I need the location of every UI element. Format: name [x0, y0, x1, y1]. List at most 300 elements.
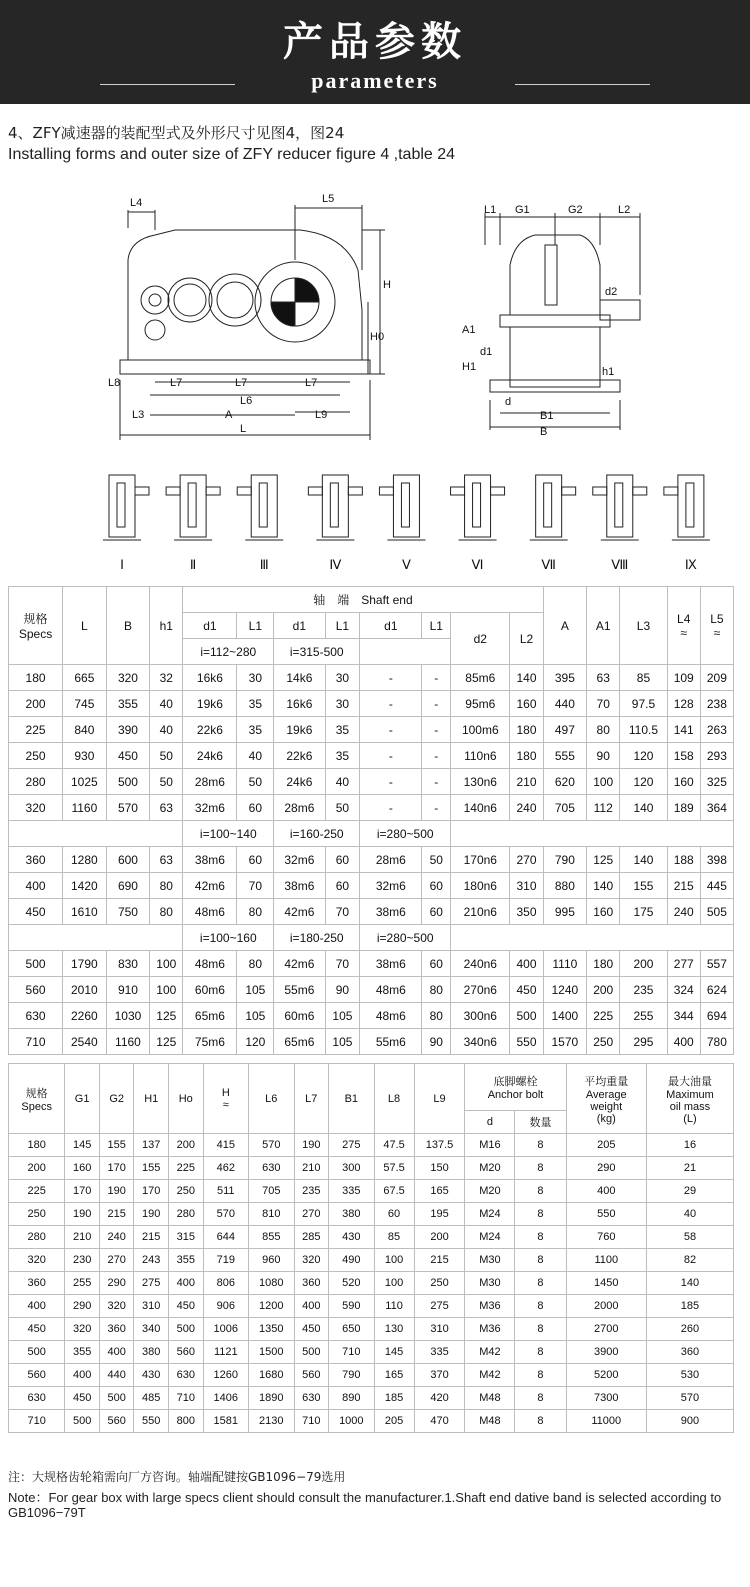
table-cell: 120 [237, 1029, 274, 1055]
table-cell: 60m6 [183, 977, 237, 1003]
table-cell: 906 [203, 1295, 248, 1318]
table-cell: 930 [63, 743, 107, 769]
table-cell: 24k6 [183, 743, 237, 769]
table-cell: 790 [329, 1364, 374, 1387]
table-cell: - [422, 769, 451, 795]
table-cell: 48m6 [183, 899, 237, 925]
front-view-drawing [100, 190, 400, 450]
table-cell: 630 [9, 1387, 65, 1410]
table-cell: 30 [325, 665, 360, 691]
table-cell: 910 [106, 977, 150, 1003]
table-cell: 630 [249, 1157, 294, 1180]
table-cell: 355 [169, 1249, 204, 1272]
table-cell: 400 [99, 1341, 134, 1364]
dim-label: L1 [484, 205, 497, 216]
table-cell: 1100 [566, 1249, 646, 1272]
table-cell: 14k6 [274, 665, 325, 691]
table-row [9, 769, 734, 795]
table-cell: 195 [414, 1203, 465, 1226]
header-cell: d2 [451, 613, 510, 665]
intro-zh: 4、ZFY减速器的装配型式及外形尺寸见图4，图24 [8, 124, 345, 142]
table-cell: 8 [515, 1410, 566, 1433]
table-cell: 100 [374, 1249, 414, 1272]
table-cell: M20 [465, 1180, 515, 1203]
header-cell: 规格 Specs [9, 587, 63, 665]
table-cell: 120 [620, 743, 667, 769]
table-cell: 55m6 [360, 1029, 422, 1055]
table-cell: 250 [414, 1272, 465, 1295]
table-cell: 630 [169, 1364, 204, 1387]
table-cell: 1110 [543, 951, 587, 977]
table-cell: 293 [700, 743, 733, 769]
table-cell: 590 [329, 1295, 374, 1318]
table-cell: 277 [667, 951, 700, 977]
table-cell: 295 [620, 1029, 667, 1055]
table-row [9, 1272, 734, 1295]
table-cell: 1790 [63, 951, 107, 977]
table-cell: 644 [203, 1226, 248, 1249]
table-cell: 100m6 [451, 717, 510, 743]
table-cell: 500 [99, 1387, 134, 1410]
table-cell: 250 [587, 1029, 620, 1055]
table-cell: 85 [620, 665, 667, 691]
table-cell: 550 [566, 1203, 646, 1226]
table-cell: 360 [9, 847, 63, 873]
table-cell: 209 [700, 665, 733, 691]
table-cell: 745 [63, 691, 107, 717]
table-cell: 360 [646, 1341, 733, 1364]
header-cell: L2 [510, 613, 543, 665]
table-cell: 189 [667, 795, 700, 821]
ratio-cell: i=280~500 [360, 821, 451, 847]
note-en: Note：For gear box with large specs client should consult the manufacturer.1.Shaft end dative band is selected according to [8, 1490, 722, 1505]
header-cell: d1 [360, 613, 422, 639]
table-cell: 185 [646, 1295, 733, 1318]
table-cell: 200 [9, 691, 63, 717]
table-cell: 215 [99, 1203, 134, 1226]
ratio-cell: i=315-500 [274, 639, 360, 665]
table-cell: 210 [65, 1226, 100, 1249]
table-cell: 48m6 [360, 1003, 422, 1029]
table-cell: 310 [134, 1295, 169, 1318]
table-cell: 238 [700, 691, 733, 717]
table-cell: 40 [325, 769, 360, 795]
table-cell: M48 [465, 1410, 515, 1433]
table-cell: 215 [134, 1226, 169, 1249]
header-cell: H1 [134, 1064, 169, 1134]
table-cell: 160 [510, 691, 543, 717]
dim-label: L3 [132, 409, 145, 421]
table-cell: 280 [9, 1226, 65, 1249]
table-cell: 38m6 [360, 951, 422, 977]
table-row [9, 1029, 734, 1055]
table-cell: 240 [667, 899, 700, 925]
table-cell: 320 [99, 1295, 134, 1318]
table-cell: 420 [414, 1387, 465, 1410]
table-cell: 110n6 [451, 743, 510, 769]
table-cell: 190 [294, 1134, 329, 1157]
table-cell: 2260 [63, 1003, 107, 1029]
table-cell: 100 [150, 977, 183, 1003]
table-cell: 497 [543, 717, 587, 743]
table-cell: 360 [9, 1272, 65, 1295]
table-cell: 1030 [106, 1003, 150, 1029]
table-cell: 210n6 [451, 899, 510, 925]
header-cell: 平均重量 Average weight (kg) [566, 1064, 646, 1134]
table-cell: 28m6 [274, 795, 325, 821]
table-cell: 42m6 [183, 873, 237, 899]
table-cell: 750 [106, 899, 150, 925]
table-cell: 400 [566, 1180, 646, 1203]
table-cell: 125 [150, 1029, 183, 1055]
header-cell: L9 [414, 1064, 465, 1134]
table-row [9, 873, 734, 899]
table-cell: 1160 [63, 795, 107, 821]
mount-form-label: Ⅵ [471, 557, 484, 572]
table-cell: 190 [99, 1180, 134, 1203]
table-cell: 140n6 [451, 795, 510, 821]
table-cell: 1581 [203, 1410, 248, 1433]
header-cell: 底脚螺栓 Anchor bolt [465, 1064, 566, 1111]
table-cell: 300n6 [451, 1003, 510, 1029]
table-cell: 1400 [543, 1003, 587, 1029]
table-cell: 240 [510, 795, 543, 821]
table-cell: 400 [9, 1295, 65, 1318]
table-cell: 100 [587, 769, 620, 795]
table-cell: 137.5 [414, 1134, 465, 1157]
table-cell: 60 [325, 873, 360, 899]
table-cell: 800 [169, 1410, 204, 1433]
table-cell: 415 [203, 1134, 248, 1157]
mount-form-label: Ⅶ [541, 557, 556, 572]
table-cell: 995 [543, 899, 587, 925]
table-cell: 2540 [63, 1029, 107, 1055]
table-cell: 210 [294, 1157, 329, 1180]
table-cell: 80 [237, 899, 274, 925]
table-cell: 1240 [543, 977, 587, 1003]
table-cell: 300 [329, 1157, 374, 1180]
table-cell: 90 [587, 743, 620, 769]
table-cell: 70 [325, 951, 360, 977]
table-cell: - [360, 743, 422, 769]
table-cell: 395 [543, 665, 587, 691]
table-cell: 3900 [566, 1341, 646, 1364]
note-en-cont: GB1096−79T [8, 1505, 86, 1520]
dim-label: L7 [305, 377, 318, 389]
table-cell: 21 [646, 1157, 733, 1180]
table-cell: 430 [329, 1226, 374, 1249]
table-cell: 200 [587, 977, 620, 1003]
table-cell: 8 [515, 1134, 566, 1157]
table-cell: 400 [65, 1364, 100, 1387]
mount-form-icon [530, 475, 576, 540]
table-cell: 205 [566, 1134, 646, 1157]
table-cell: 705 [249, 1180, 294, 1203]
table-cell: 240 [99, 1226, 134, 1249]
table-cell: 705 [543, 795, 587, 821]
table-cell: 790 [543, 847, 587, 873]
table-cell: 145 [374, 1341, 414, 1364]
table-cell: 1260 [203, 1364, 248, 1387]
table-cell: 364 [700, 795, 733, 821]
header-cell: h1 [150, 587, 183, 665]
table-cell: 760 [566, 1226, 646, 1249]
table-cell: 855 [249, 1226, 294, 1249]
table-cell: 35 [237, 691, 274, 717]
table-cell: 270n6 [451, 977, 510, 1003]
ratio-cell [360, 639, 451, 665]
table-row [9, 1341, 734, 1364]
mount-form-label: Ⅲ [259, 557, 269, 572]
table-cell: 47.5 [374, 1134, 414, 1157]
table-cell: 58 [646, 1226, 733, 1249]
table-cell: 960 [249, 1249, 294, 1272]
table-cell: 320 [294, 1249, 329, 1272]
table-cell: 1080 [249, 1272, 294, 1295]
table-cell: 235 [620, 977, 667, 1003]
table-cell: 270 [99, 1249, 134, 1272]
table-cell: 85m6 [451, 665, 510, 691]
table-cell: 140 [620, 847, 667, 873]
table-row [9, 1364, 734, 1387]
table-cell: 63 [150, 795, 183, 821]
table-cell: 160 [667, 769, 700, 795]
table-cell: 340n6 [451, 1029, 510, 1055]
table-row [9, 1003, 734, 1029]
table-cell: 22k6 [183, 717, 237, 743]
table-cell: 840 [63, 717, 107, 743]
table-cell: 624 [700, 977, 733, 1003]
ratio-spacer [9, 821, 183, 847]
table-cell: 60 [237, 795, 274, 821]
table-cell: 67.5 [374, 1180, 414, 1203]
table-cell: 500 [9, 1341, 65, 1364]
table-cell: 200 [620, 951, 667, 977]
table-cell: 32m6 [183, 795, 237, 821]
table-cell: 7300 [566, 1387, 646, 1410]
table-row [9, 665, 734, 691]
table-row [9, 1157, 734, 1180]
table-cell: 60m6 [274, 1003, 325, 1029]
table-cell: 140 [587, 873, 620, 899]
table-cell: 109 [667, 665, 700, 691]
table-cell: 90 [422, 1029, 451, 1055]
table-cell: 35 [237, 717, 274, 743]
table-cell: 160 [587, 899, 620, 925]
page-subtitle: parameters [311, 68, 439, 93]
table-cell: 70 [587, 691, 620, 717]
table-cell: 8 [515, 1272, 566, 1295]
table-cell: 65m6 [183, 1003, 237, 1029]
table-cell: 350 [510, 899, 543, 925]
table-row [9, 951, 734, 977]
header-cell: d1 [274, 613, 325, 639]
table-cell: 180 [9, 1134, 65, 1157]
table-cell: 8 [515, 1180, 566, 1203]
table-cell: 560 [169, 1341, 204, 1364]
table-cell: 32 [150, 665, 183, 691]
dim-label: L5 [322, 193, 335, 205]
table-cell: 490 [329, 1249, 374, 1272]
table-cell: 570 [203, 1203, 248, 1226]
table-cell: 255 [65, 1272, 100, 1295]
table-cell: 80 [422, 977, 451, 1003]
table-cell: 530 [646, 1364, 733, 1387]
table-row [9, 717, 734, 743]
table-cell: 155 [134, 1157, 169, 1180]
table-cell: 82 [646, 1249, 733, 1272]
table-cell: 105 [325, 1003, 360, 1029]
table-cell: 30 [237, 665, 274, 691]
table-row [9, 1410, 734, 1433]
ratio-cell: i=112~280 [183, 639, 274, 665]
table-cell: 1890 [249, 1387, 294, 1410]
table-cell: 900 [646, 1410, 733, 1433]
table-cell: 42m6 [274, 951, 325, 977]
table-row [9, 743, 734, 769]
table-cell: 520 [329, 1272, 374, 1295]
table-cell: 1000 [329, 1410, 374, 1433]
table-cell: 215 [414, 1249, 465, 1272]
table-cell: - [422, 717, 451, 743]
table-cell: 160 [65, 1157, 100, 1180]
table-cell: 155 [99, 1134, 134, 1157]
header-cell: A1 [587, 587, 620, 665]
table-row [9, 1134, 734, 1157]
table-cell: 95m6 [451, 691, 510, 717]
table-cell: 225 [9, 717, 63, 743]
table-cell: 325 [700, 769, 733, 795]
table-cell: 100 [374, 1272, 414, 1295]
table-cell: 105 [237, 977, 274, 1003]
table-cell: 42m6 [274, 899, 325, 925]
header-cell: 最大油量 Maximum oil mass (L) [646, 1064, 733, 1134]
table-cell: 450 [65, 1387, 100, 1410]
table-cell: - [360, 717, 422, 743]
table-cell: 137 [134, 1134, 169, 1157]
table-cell: 440 [99, 1364, 134, 1387]
table-cell: 560 [294, 1364, 329, 1387]
mounting-forms [95, 465, 735, 580]
dim-label: d [505, 396, 512, 408]
table-cell: 500 [294, 1341, 329, 1364]
table-cell: 1006 [203, 1318, 248, 1341]
table-cell: 225 [587, 1003, 620, 1029]
table-cell: 500 [510, 1003, 543, 1029]
table-cell: 500 [169, 1318, 204, 1341]
table-cell: 1450 [566, 1272, 646, 1295]
table-cell: 40 [237, 743, 274, 769]
table-cell: 205 [374, 1410, 414, 1433]
table-cell: 806 [203, 1272, 248, 1295]
dim-label: A [225, 409, 233, 421]
dim-label: d2 [605, 286, 618, 298]
table-cell: 290 [65, 1295, 100, 1318]
table-cell: 225 [9, 1180, 65, 1203]
table-cell: 320 [106, 665, 150, 691]
table-cell: 275 [134, 1272, 169, 1295]
table-cell: 8 [515, 1249, 566, 1272]
table-cell: 450 [510, 977, 543, 1003]
dim-label: B [540, 426, 548, 438]
table-cell: 440 [543, 691, 587, 717]
header-cell: L3 [620, 587, 667, 665]
table-cell: 32m6 [360, 873, 422, 899]
table-cell: 665 [63, 665, 107, 691]
table-cell: 263 [700, 717, 733, 743]
mount-form-icon [166, 475, 220, 540]
table-cell: 240n6 [451, 951, 510, 977]
table-cell: 570 [646, 1387, 733, 1410]
table-cell: - [422, 665, 451, 691]
table-cell: 60 [422, 951, 451, 977]
table-cell: 40 [150, 691, 183, 717]
header-cell: Ho [169, 1064, 204, 1134]
table-cell: 370 [414, 1364, 465, 1387]
table-cell: 40 [150, 717, 183, 743]
table-row [9, 1180, 734, 1203]
table-cell: 50 [150, 743, 183, 769]
table-cell: 110 [374, 1295, 414, 1318]
table-cell: 430 [134, 1364, 169, 1387]
table-cell: 511 [203, 1180, 248, 1203]
table-cell: 344 [667, 1003, 700, 1029]
table-cell: 710 [329, 1341, 374, 1364]
table-cell: 310 [414, 1318, 465, 1341]
table-cell: 324 [667, 977, 700, 1003]
table-cell: - [422, 743, 451, 769]
table-cell: M30 [465, 1272, 515, 1295]
table-cell: 57.5 [374, 1157, 414, 1180]
table-cell: 650 [329, 1318, 374, 1341]
table-cell: 180 [510, 717, 543, 743]
table-cell: 1025 [63, 769, 107, 795]
header-cell: H ≈ [203, 1064, 248, 1134]
table-cell: 780 [700, 1029, 733, 1055]
header-cell: L1 [325, 613, 360, 639]
table-cell: 270 [510, 847, 543, 873]
table-cell: 175 [620, 899, 667, 925]
table-cell: - [360, 795, 422, 821]
mount-form-icon [379, 475, 425, 540]
table-cell: 24k6 [274, 769, 325, 795]
table-cell: 600 [106, 847, 150, 873]
table-cell: 810 [249, 1203, 294, 1226]
table-cell: 30 [325, 691, 360, 717]
table-cell: 125 [587, 847, 620, 873]
mount-form-icon [664, 475, 710, 540]
header-cell: L [63, 587, 107, 665]
table-cell: 380 [329, 1203, 374, 1226]
table-cell: 1610 [63, 899, 107, 925]
table-cell: 200 [169, 1134, 204, 1157]
table-cell: 150 [414, 1157, 465, 1180]
table-row [9, 1295, 734, 1318]
table-row [9, 899, 734, 925]
table-cell: 97.5 [620, 691, 667, 717]
header-cell: L8 [374, 1064, 414, 1134]
ratio-spacer [451, 925, 734, 951]
table-cell: 462 [203, 1157, 248, 1180]
table-cell: 130 [374, 1318, 414, 1341]
table-cell: 120 [620, 769, 667, 795]
table-cell: 1420 [63, 873, 107, 899]
table-cell: 830 [106, 951, 150, 977]
header-cell: L5 ≈ [700, 587, 733, 665]
header-cell: L6 [249, 1064, 294, 1134]
table-cell: 310 [510, 873, 543, 899]
table-cell: 400 [9, 873, 63, 899]
